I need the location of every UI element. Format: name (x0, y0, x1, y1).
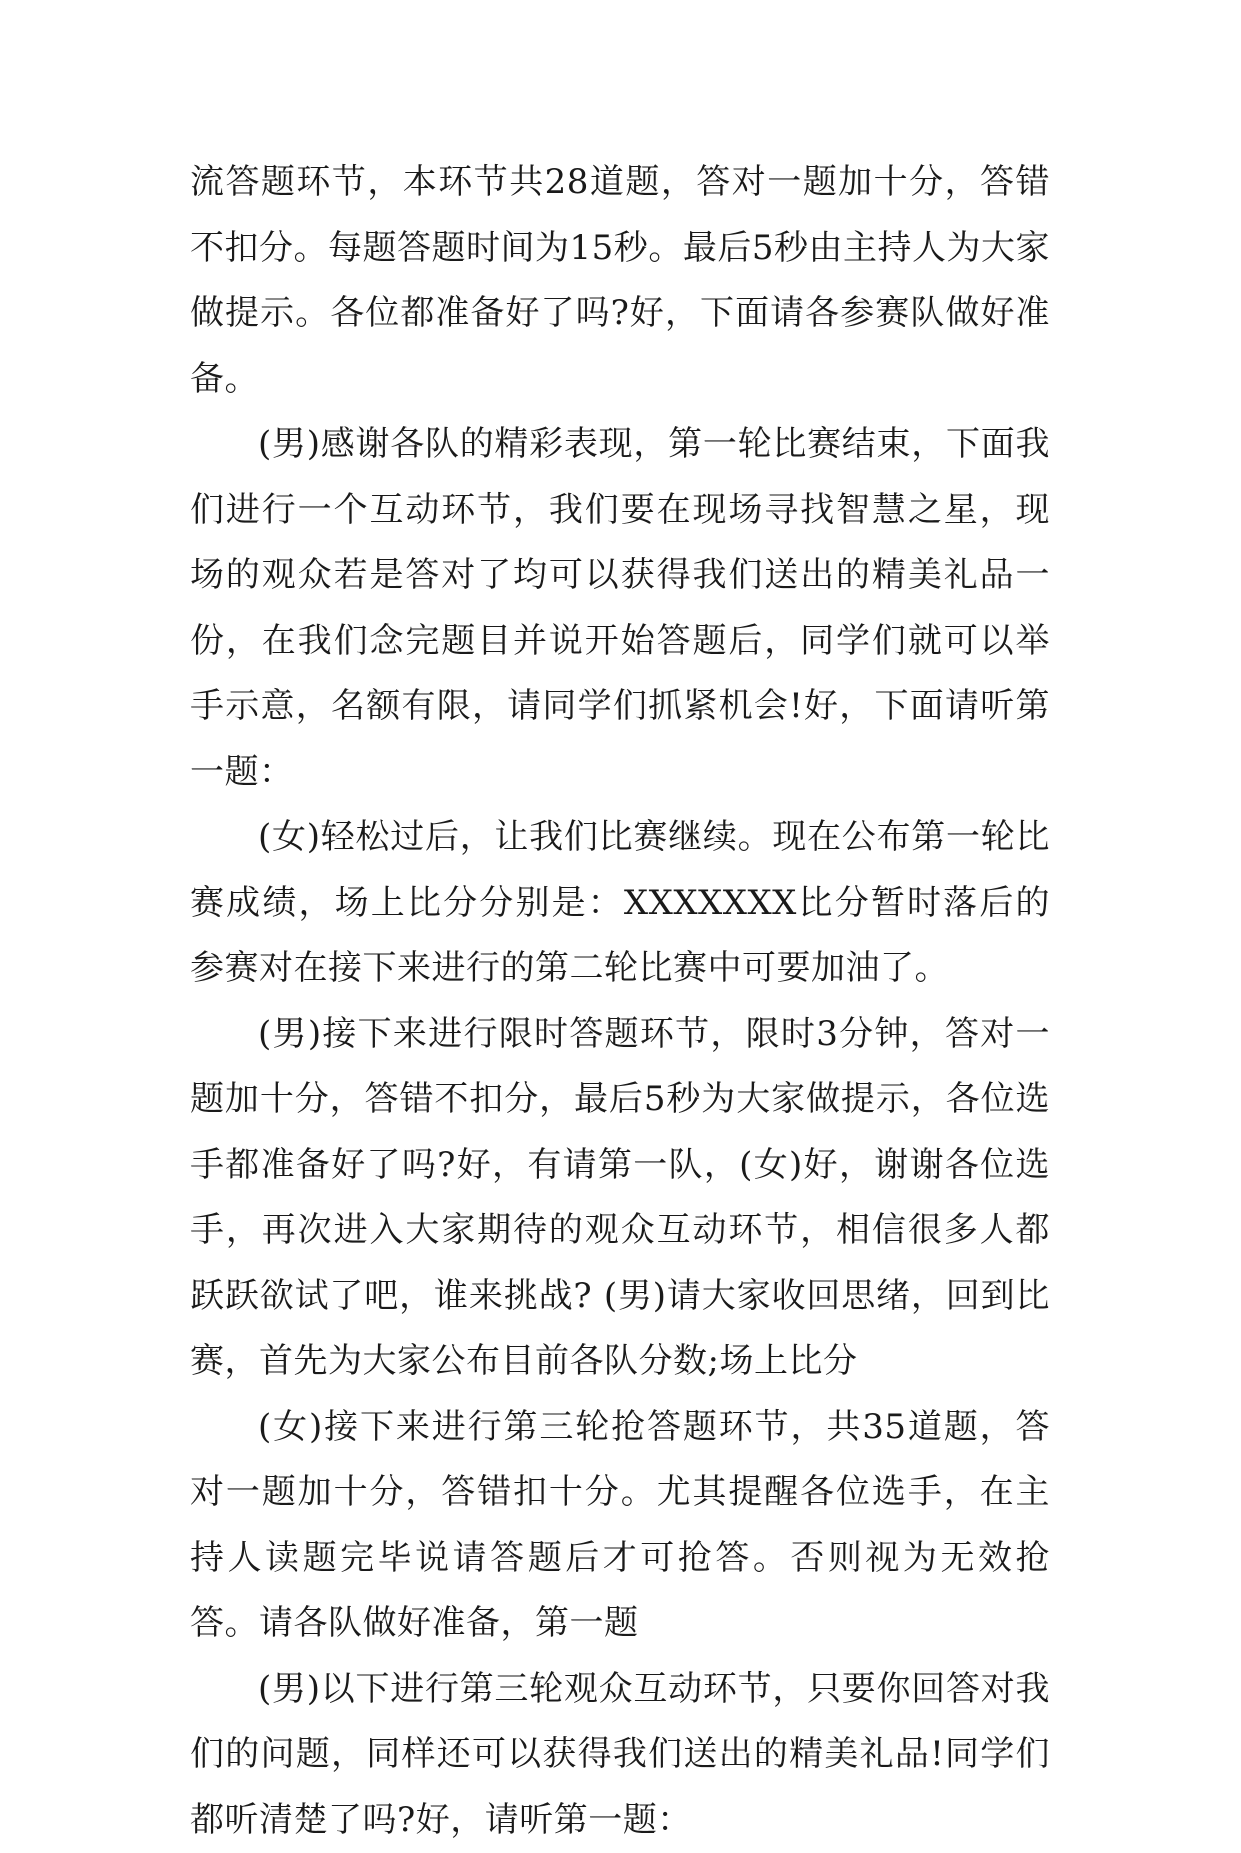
paragraph-male-host-interaction: (男)感谢各队的精彩表现，第一轮比赛结束，下面我们进行一个互动环节，我们要在现场寻找智慧之星，现场的观众若是答对了均可以获得我们送出的精美礼品一份，在我们念完题目并说开始答题后，同学们就可以举手示意，名额有限，请同学们抓紧机会!好，下面请听第一题： (190, 412, 1050, 805)
paragraph-female-host-round-three: (女)接下来进行第三轮抢答题环节，共35道题，答对一题加十分，答错扣十分。尤其提醒各位选手，在主持人读题完毕说请答题后才可抢答。否则视为无效抢答。请各队做好准备，第一题 (190, 1395, 1050, 1657)
paragraph-male-host-audience-round: (男)以下进行第三轮观众互动环节，只要你回答对我们的问题，同样还可以获得我们送出的精美礼品!同学们都听清楚了吗?好，请听第一题： (190, 1657, 1050, 1853)
document-body (190, 150, 1050, 1853)
paragraph-female-host-round-one-results: (女)轻松过后，让我们比赛继续。现在公布第一轮比赛成绩，场上比分分别是：XXXXXXX比分暂时落后的参赛对在接下来进行的第二轮比赛中可要加油了。 (190, 805, 1050, 1002)
paragraph-male-host-timed-round: (男)接下来进行限时答题环节，限时3分钟，答对一题加十分，答错不扣分，最后5秒为大家做提示，各位选手都准备好了吗?好，有请第一队，(女)好，谢谢各位选手，再次进入大家期待的观众互动环节，相信很多人都跃跃欲试了吧，谁来挑战? (男)请大家收回思绪，回到比赛，首先为大家公布目前各队分数;场上比分 (190, 1002, 1050, 1395)
paragraph-continuation: 流答题环节，本环节共28道题，答对一题加十分，答错不扣分。每题答题时间为15秒。最后5秒由主持人为大家做提示。各位都准备好了吗?好，下面请各参赛队做好准备。 (190, 150, 1050, 412)
